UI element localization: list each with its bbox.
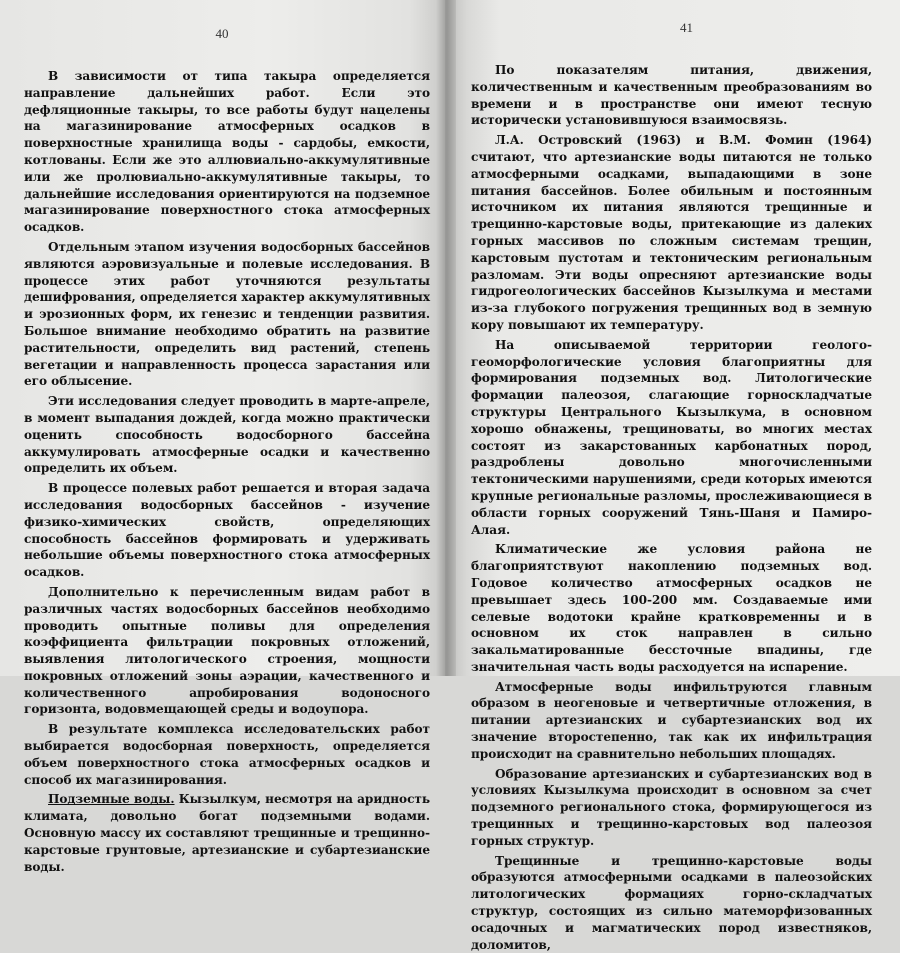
right-page-body (471, 62, 872, 953)
paragraph: Атмосферные воды инфильтруются главным образом в неогеновые и четвертичные отложения, в питании артезианских и субартезианских вод их значение второстепенно, так как их инфильтрация происходит на сравнительно небольших площадях. (471, 679, 872, 761)
paragraph: В процессе полевых работ решается и вторая задача исследования водосборных бассейнов - изучение физико-химических свойств, определяющих способность бассейнов формировать и удерживать небольшие объемы поверхностного стока атмосферных осадков. (24, 481, 430, 580)
paragraph: Отдельным этапом изучения водосборных бассейнов являются аэровизуальные и полевые исследования. В процессе этих работ уточняются результаты дешифрования, определяется характер аккумулятивных и эрозионных форм, их генезис и тенденции развития. Большое внимание необходимо обратить на развитие растительности, определить вид растений, степень вегетации и направленность процесса зарастания или его облысение. (24, 239, 430, 389)
paragraph: Образование артезианских и субартезианских вод в условиях Кызылкума происходит в основном за счет подземного регионального стока, формирующегося из трещинных и трещинно-карстовых вод палеозоя горных структур. (471, 766, 872, 848)
paragraph-text: Кызылкум, несмотря на аридность климата, довольно богат подземными водами. Основную массу их составляют трещинные и трещинно-карстовые грунтовые, артезианские и субартезианские воды. (24, 792, 430, 874)
right-page (445, 0, 900, 952)
paragraph: Дополнительно к перечисленным видам работ в различных частях водосборных бассейнов необходимо проводить опытные поливы для определения коэффициента фильтрации покровных отложений, выявления литологического строения, мощности покровных отложений зоны аэрации, качественного и количественного апробирования водоносного горизонта, водовмещающей среды и водоупора. (24, 584, 430, 717)
paragraph: Трещинные и трещинно-карстовые воды образуются атмосферными осадками в палеозойских литологических формациях горно-складчатых структур, состоящих из сильно матеморфизованных осадочных и магматических пород известняков, доломитов, (471, 853, 872, 952)
left-page (0, 0, 445, 874)
paragraph: На описываемой территории геолого-геоморфологические условия благоприятны для формирования подземных вод. Литологические формации палеозоя, слагающие горноскладчатые структуры Центрального Кызылкума, в основном хорошо обнажены, трещиноваты, во многих местах состоят из закарстованных карбонатных пород, раздроблены довольно многочисленными тектоническими нарушениями, среди которых имеются крупные региональные разломы, прослеживающиеся в области горных сооружений Тянь-Шаня и Памиро-Алая. (471, 337, 872, 537)
paragraph: В зависимости от типа такыра определяется направление дальнейших работ. Если это дефляционные такыры, то все работы будут нацелены на магазинирование атмосферных осадков в поверхностные хранилища воды - сардобы, емкости, котлованы. Если же это аллювиально-аккумулятивные или же пролювиально-аккумулятивные такыры, то дальнейшие исследования ориентируются на подземное магазинирование поверхностного стока атмосферных осадков. (24, 69, 430, 235)
paragraph: В результате комплекса исследовательских работ выбирается водосборная поверхность, определяется объем поверхностного стока атмосферных осадков и способ их магазинирования. (24, 722, 430, 787)
paragraph: По показателям питания, движения, количественным и качественным преобразованиям во времени и в пространстве они имеют тесную исторически установившуюся взаимосвязь. (471, 63, 872, 128)
section-heading-groundwater: Подземные воды. (48, 792, 175, 807)
paragraph-groundwater (24, 791, 430, 875)
paragraph: Климатические же условия района не благоприятствуют накоплению подземных вод. Годовое количество атмосферных осадков не превышает здесь 100-200 мм. Создаваемые ими селевые водотоки крайне кратковременны и в основном их сток направлен в сильно закальматированные бессточные впадины, где значительная часть воды расходуется на испарение. (471, 542, 872, 674)
left-page-body (24, 68, 430, 875)
page-number-right: 41 (680, 20, 693, 35)
paragraph: Эти исследования следует проводить в марте-апреле, в момент выпадания дождей, когда можно практически оценить способность водосборного бассейна аккумулировать атмосферные осадки и качественно определить их объем. (24, 394, 430, 476)
paragraph: Л.А. Островский (1963) и В.М. Фомин (1964) считают, что артезианские воды питаются не только атмосферными осадками, выпадающими в зоне питания бассейнов. Более обильным и постоянным источником их питания являются трещинные и трещинно-карстовые воды, притекающие из далеких горных массивов по сложным системам трещин, карстовым пустотам и тектоническим региональным разломам. Эти воды опресняют артезианские воды гидрогеологических бассейнов Кызылкума и местами из-за глубокого погружения трещинных вод в земную кору повышают их температуру. (471, 133, 872, 332)
page-number-left: 40 (215, 26, 229, 41)
